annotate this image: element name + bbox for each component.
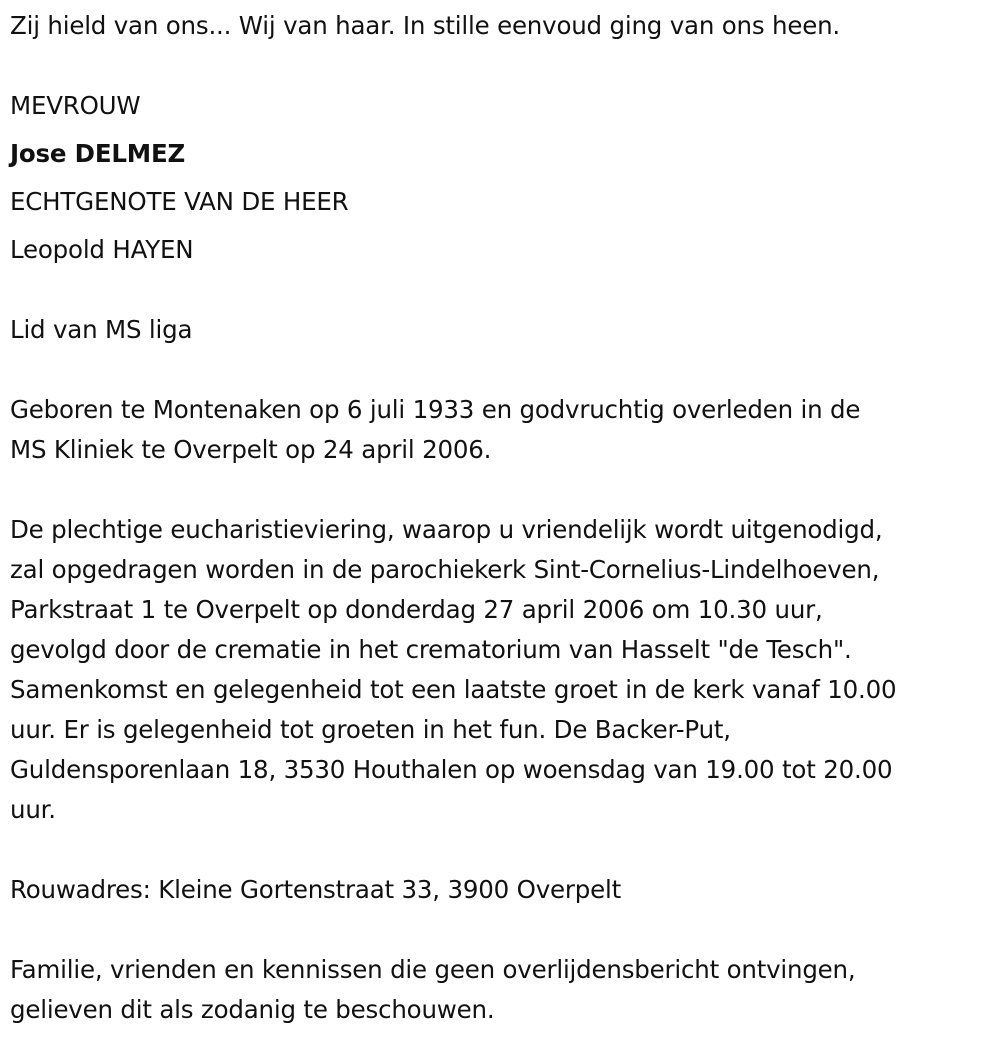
paragraph-line: zal opgedragen worden in de parochiekerk Sint-Cornelius-Lindelhoeven, (10, 555, 880, 584)
spouse-name: Leopold HAYEN (10, 235, 194, 264)
paragraph-line: uur. Er is gelegenheid tot groeten in het fun. De Backer-Put, (10, 715, 731, 744)
spacer (10, 270, 995, 310)
spacer (10, 174, 995, 182)
paragraph-line: De plechtige eucharistieviering, waarop u vriendelijk wordt uitgenodigd, (10, 515, 883, 544)
paragraph-line: Familie, vrienden en kennissen die geen overlijdensbericht ontvingen, (10, 955, 856, 984)
spacer (10, 126, 995, 134)
spacer (10, 350, 995, 390)
spacer (10, 830, 995, 870)
paragraph-line: Samenkomst en gelegenheid tot een laatste groet in de kerk vanaf 10.00 (10, 675, 897, 704)
ceremony-paragraph (10, 510, 995, 830)
paragraph-line: gelieven dit als zodanig te beschouwen. (10, 995, 495, 1024)
paragraph-line: Parkstraat 1 te Overpelt op donderdag 27 april 2006 om 10.30 uur, (10, 595, 823, 624)
spacer (10, 46, 995, 86)
birth-death-paragraph (10, 390, 995, 470)
closing-paragraph (10, 950, 995, 1030)
membership-text: Lid van MS liga (10, 315, 193, 344)
spacer (10, 910, 995, 950)
spouse-label: ECHTGENOTE VAN DE HEER (10, 187, 349, 216)
paragraph-line: Guldensporenlaan 18, 3530 Houthalen op woensdag van 19.00 tot 20.00 (10, 755, 893, 784)
spacer (10, 470, 995, 510)
obituary-notice (10, 6, 995, 1030)
salutation: MEVROUW (10, 91, 141, 120)
spacer (10, 222, 995, 230)
deceased-name: Jose DELMEZ (10, 139, 186, 168)
paragraph-line: Geboren te Montenaken op 6 juli 1933 en godvruchtig overleden in de (10, 395, 861, 424)
mourning-address: Rouwadres: Kleine Gortenstraat 33, 3900 Overpelt (10, 875, 621, 904)
paragraph-line: MS Kliniek te Overpelt op 24 april 2006. (10, 435, 492, 464)
paragraph-line: uur. (10, 795, 56, 824)
intro-text: Zij hield van ons... Wij van haar. In stille eenvoud ging van ons heen. (10, 11, 841, 40)
paragraph-line: gevolgd door de crematie in het crematorium van Hasselt "de Tesch". (10, 635, 852, 664)
